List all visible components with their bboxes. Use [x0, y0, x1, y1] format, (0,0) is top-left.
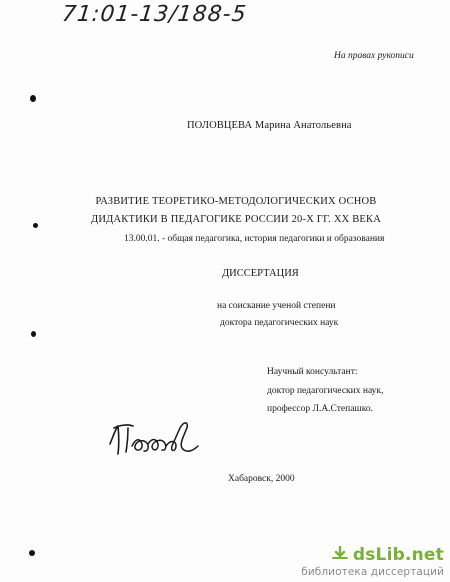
watermark-logo-text: dsLib.net: [352, 545, 444, 565]
degree-line-2: доктора педагогических наук: [220, 318, 339, 328]
handwritten-catalog-code: 71:01-13/188-5: [60, 2, 248, 27]
consultant-title: профессор Л.А.Степашко.: [267, 404, 374, 414]
dslib-watermark[interactable]: [301, 545, 444, 578]
document-type: ДИССЕРТАЦИЯ: [222, 268, 299, 279]
watermark-caption: библиотека диссертаций: [301, 566, 444, 578]
author-name: ПОЛОВЦЕВА Марина Анатольевна: [187, 120, 352, 131]
dissertation-title-line-1: РАЗВИТИЕ ТЕОРЕТИКО-МЕТОДОЛОГИЧЕСКИХ ОСНОВ: [95, 196, 377, 207]
scan-mark: [29, 550, 35, 556]
watermark-logo: [331, 545, 444, 565]
specialty-code: 13.00.01. - общая педагогика, история педагогики и образования: [124, 234, 385, 244]
handwritten-signature: [106, 416, 202, 460]
download-arrow-icon: [331, 546, 349, 560]
consultant-label: Научный консультант:: [267, 367, 358, 377]
consultant-degree: доктор педагогических наук,: [267, 386, 384, 396]
dissertation-title-line-2: ДИДАКТИКИ В ПЕДАГОГИКЕ РОССИИ 20-Х ГГ. XX ВЕКА: [90, 214, 382, 225]
scan-mark: [30, 95, 36, 102]
degree-line-1: на соискание ученой степени: [217, 301, 336, 311]
manuscript-rights-note: На правах рукописи: [334, 51, 414, 61]
scan-mark: [31, 331, 36, 337]
city-and-year: Хабаровск, 2000: [228, 474, 295, 484]
